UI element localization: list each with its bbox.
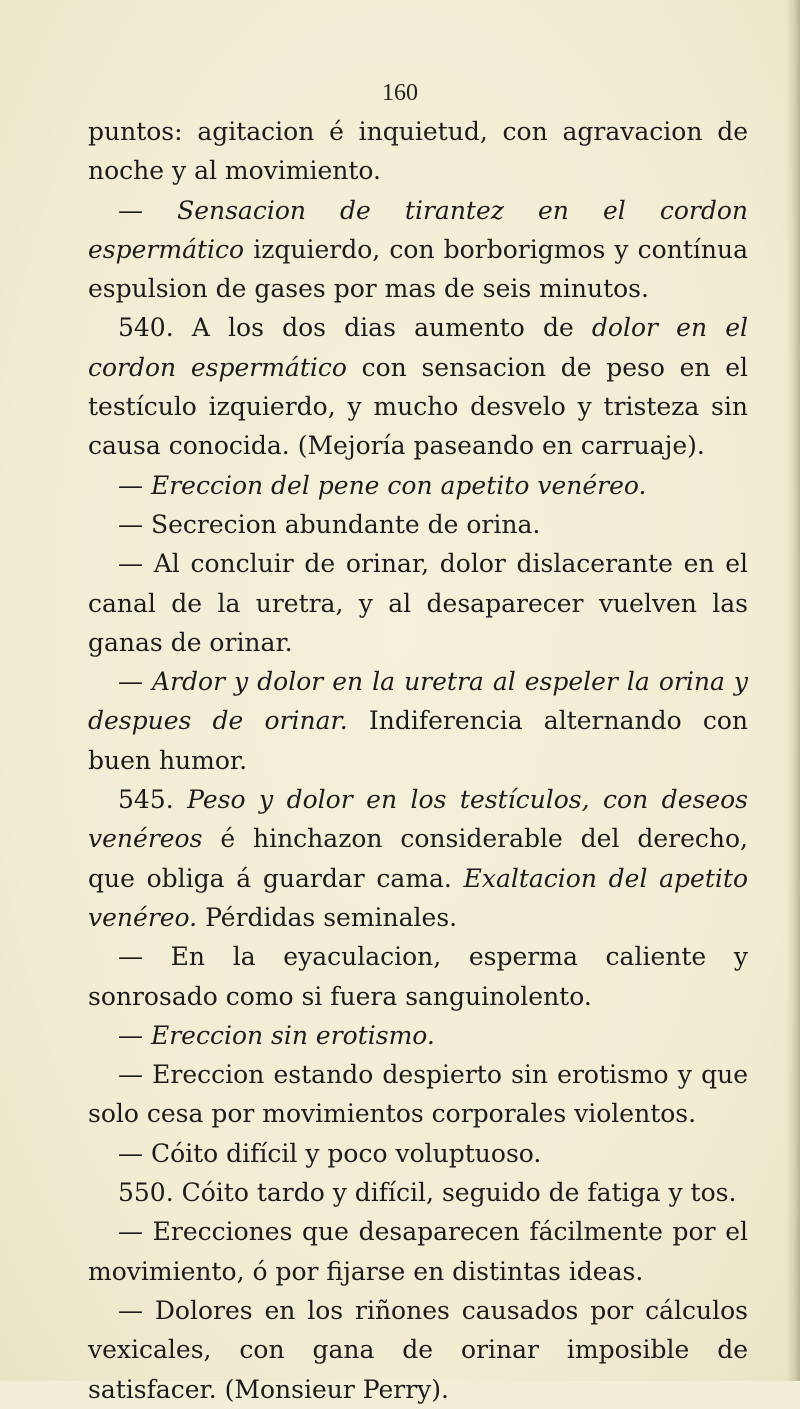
paragraph (88, 662, 748, 780)
paragraph (88, 505, 748, 544)
italic-phrase: Peso y dolor en los testículos, con deseos venéreos (88, 785, 748, 854)
paragraph (88, 308, 748, 465)
text-run: con sensacion de peso en el testículo izquierdo, y mucho desvelo y tristeza sin causa conocida. (Mejoría paseando en carruaje). (88, 352, 749, 461)
paragraph (88, 466, 748, 505)
paragraph (88, 1055, 748, 1134)
text-run: — Erecciones que desaparecen fácilmente por el movimiento, ó por fijarse en distintas ideas. (88, 1217, 748, 1286)
text-run: — Dolores en los riñones causados por cálculos vexicales, con gana de orinar imposible de satisfacer. (Monsieur Perry). (88, 1295, 748, 1404)
paragraph (88, 937, 748, 1016)
text-run: izquierdo, con borborigmos y contínua espulsion de gases por mas de seis minutos. (88, 234, 748, 304)
italic-phrase: Ereccion sin erotismo. (150, 1020, 435, 1050)
italic-phrase: Ereccion del pene con apetito venéreo. (150, 470, 647, 500)
paragraph (88, 191, 748, 309)
italic-phrase: Ardor y dolor en la uretra al espeler la orina y despues de orinar. (88, 667, 748, 736)
text-run: — (118, 667, 153, 697)
italic-phrase: Sensacion de tirantez en el cordon espermático (88, 195, 748, 264)
text-run: puntos: agitacion é inquietud, con agravacion de noche y al movimiento. (88, 117, 748, 186)
paragraph (88, 1016, 748, 1055)
paragraph (88, 780, 748, 937)
page-number: 160 (382, 80, 418, 106)
text-run: — (118, 1020, 151, 1050)
italic-phrase: Exaltacion del apetito venéreo. (88, 863, 748, 932)
body-text (88, 112, 748, 1409)
italic-phrase: dolor en el cordon espermático (88, 313, 749, 382)
text-run: — Al concluir de orinar, dolor dislacerante en el canal de la uretra, y al desaparecer vuelven las ganas de orinar. (88, 549, 748, 657)
text-run: — Ereccion estando despierto sin erotismo y que solo cesa por movimientos corporales violentos. (88, 1060, 748, 1129)
text-run: — En la eyaculacion, esperma caliente y sonrosado como si fuera sanguinolento. (88, 942, 748, 1011)
text-run: — Secrecion abundante de orina. (118, 509, 541, 539)
paragraph (88, 1212, 748, 1291)
text-run: — (118, 195, 178, 225)
paragraph (88, 544, 748, 662)
paragraph (88, 112, 748, 191)
text-run: 540. A los dos dias aumento de (118, 313, 592, 343)
paragraph (88, 1173, 748, 1212)
text-run: 550. Cóito tardo y difícil, seguido de fatiga y tos. (118, 1178, 737, 1208)
text-run: Indiferencia alternando con buen humor. (88, 706, 748, 775)
text-run: — Cóito difícil y poco voluptuoso. (118, 1138, 542, 1168)
page-edge-shadow (786, 0, 800, 1381)
text-run: é hinchazon considerable del derecho, que obliga á guardar cama. (88, 824, 748, 893)
text-run: Pérdidas seminales. (197, 902, 458, 932)
paragraph (88, 1291, 748, 1409)
text-run: 545. (118, 785, 188, 815)
text-run: — (118, 470, 151, 500)
paragraph (88, 1134, 748, 1173)
